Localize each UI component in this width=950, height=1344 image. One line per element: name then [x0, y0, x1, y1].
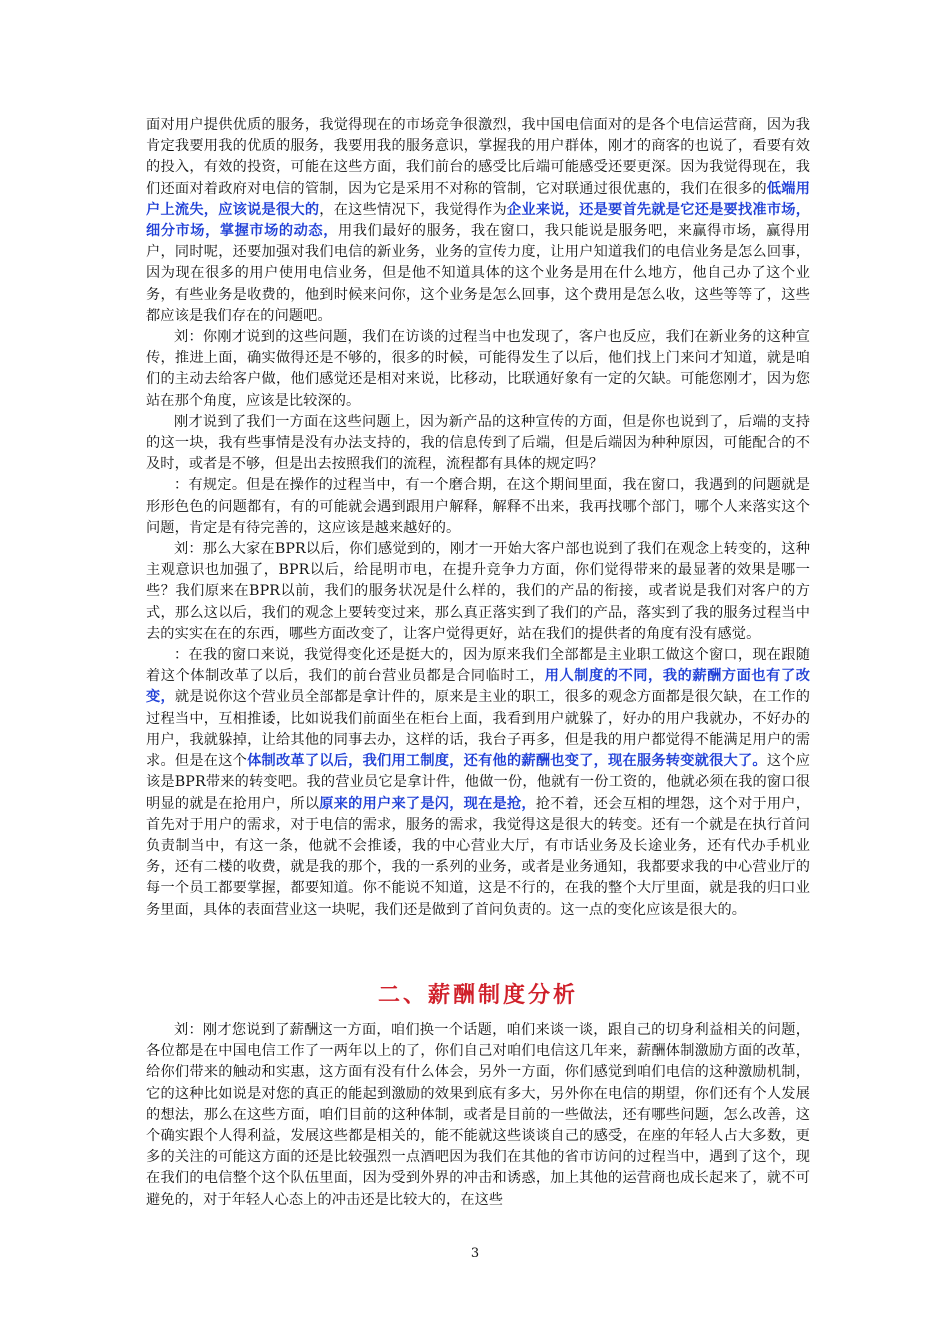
paragraph-p3: [146, 412, 810, 476]
highlighted-text: 低端用户上流失，应该说是很大的: [146, 180, 810, 218]
text-run: ：有规定。但是在操作的过程当中，有一个磨合期，在这个期间里面，我在窗口，我遇到的问题就是形形色色的问题都有，有的可能就会遇到跟用户解释，解释不出来，我再找哪个部门，哪个人来落实这个问题，肯定是有待完善的，这应该是越来越好的。: [146, 477, 810, 536]
text-run: ，在这些情况下，我觉得作为: [319, 201, 507, 218]
text-run: 用我们最好的服务，我在窗口，我只能说是服务吧，来赢得市场，赢得用户，同时呢，还要加强对我们电信的新业务，业务的宣传力度，让用户知道我们的电信业务是怎么回事，因为现在很多的用户使用电信业务，但是他不知道具体的这个业务是用在什么地方，他自己办了这个业务，有些业务是收费的，他到时候来问你，这个业务是怎么回事，这个费用是怎么收，这些等等了，这些都应该是我们存在的问题吧。: [146, 223, 810, 324]
paragraph-p6: [146, 645, 810, 921]
text-run: ：在我的窗口来说，我觉得变化还是挺大的，因为原来我们全部都是主业职工做这个窗口，现在跟随着这个体制改革了以后，我们的前台营业员都是合同临时工，: [146, 647, 810, 685]
highlighted-text: 原来的用户来了是闪，现在是抢，: [319, 795, 536, 812]
highlighted-text: 体制改革了以后，我们用工制度，还有他的薪酬也变了，现在服务转变就很大了。: [247, 753, 767, 770]
paragraph-p5: [146, 539, 810, 645]
text-run: 抢不着，还会互相的埋怨，这个对于用户，首先对于用户的需求，对于电信的需求，服务的需求，我觉得这是很大的转变。还有一个就是在执行首问负责制当中，有这一条，他就不会推诿，我的中心营业大厅，有市话业务及长途业务，还有代办手机业务，还有二楼的收费，就是我的那个，我的一系列的业务，或者是业务通知，我都要求我的中心营业厅的每一个员工都要掌握，都要知道。你不能说不知道，这是不行的，在我的整个大厅里面，就是我的归口业务里面，具体的表面营业这一块呢，我们还是做到了首问负责的。这一点的变化应该是很大的。: [146, 795, 811, 918]
page-number: 3: [470, 1246, 480, 1261]
text-run: 刚才说到了我们一方面在这些问题上，因为新产品的这种宣传的方面，但是你也说到了，后端的支持的这一块，我有些事情是没有办法支持的，我的信息传到了后端，但是后端因为种种原因，可能配合的不及时，或者是不够，但是出去按照我们的流程，流程都有具体的规定吗？: [146, 413, 810, 473]
text-run: 面对用户提供优质的服务，我觉得现在的市场竞争很激烈，我中国电信面对的是各个电信运营商，因为我肯定我要用我的优质的服务，我要用我的服务意识，掌握我的用户群体，刚才的商客的也说了，看要有效的投入，有效的投资，可能在这些方面，我们前台的感受比后端可能感受还要更深。因为我觉得现在，我们还面对着政府对电信的管制，因为它是采用不对称的管制，它对联通过很优惠的，我们在很多的: [146, 117, 810, 197]
paragraph-p4: [146, 475, 810, 539]
text-run: 刘：那么大家在BPR以后，你们感觉到的，刚才一开始大客户部也说到了我们在观念上转变的，这种主观意识也加强了，BPR以后，给昆明市电，在提升竞争力方面，你们觉得带来的最显著的效果是哪一些？我们原来在BPR以前，我们的服务状况是什么样的，我们的产品的衔接，或者说是我们对客户的方式，那么这以后，我们的观念上要转变过来，那么真正落实到了我们的产品，落实到了我的服务过程当中去的实实在在的东西，哪些方面改变了，让客户觉得更好，站在我们的提供者的角度有没有感觉。: [146, 541, 810, 642]
text-run: 刘：刚才您说到了薪酬这一方面，咱们换一个话题，咱们来谈一谈，跟自己的切身利益相关的问题，各位都是在中国电信工作了一两年以上的了，你们自己对咱们电信这几年来，薪酬体制激励方面的改革，给你们带来的触动和实惠，这方面有没有什么体会，另外一方面，你们感觉到咱们电信的这种激励机制，它的这种比如说是对您的真正的能起到激励的效果到底有多大，另外你在电信的期望，你们还有个人发展的想法，那么在这些方面，咱们目前的这种体制，或者是目前的一些做法，还有哪些问题，怎么改善，这个确实跟个人得利益，发展这些都是相关的，能不能就这些谈谈自己的感受，在座的年轻人占大多数，更多的关注的可能这方面的还是比较强烈一点酒吧因为我们在其他的省市访问的过程当中，遇到了这个，现在我们的电信整个这个队伍里面，因为受到外界的冲击和诱惑，加上其他的运营商也成长起来了，就不可避免的，对于年轻人心态上的冲击还是比较大的，在这些: [146, 1022, 810, 1208]
paragraph-p7: [146, 1020, 810, 1211]
body-text-block-2: [146, 1020, 810, 1211]
text-run: 这个应该是BPR带来的转变吧。我的营业员它是拿计件，他做一份，他就有一份工资的，他就必须在我的窗口很明显的就是在抢用户，所以: [146, 753, 811, 812]
highlighted-text: 用人制度的不同，我的薪酬方面也有了改变，: [146, 668, 810, 706]
section-title: 二、薪酬制度分析: [377, 983, 578, 1008]
paragraph-p1: [146, 115, 810, 327]
text-run: 刘：你刚才说到的这些问题，我们在访谈的过程当中也发现了，客户也反应，我们在新业务的这种宣传，推进上面，确实做得还是不够的，很多的时候，可能得发生了以后，他们找上门来问才知道，就是咱们的主动去给客户做，他们感觉还是相对来说，比移动，比联通好象有一定的欠缺。可能您刚才，因为您站在那个角度，应该是比较深的。: [146, 329, 810, 409]
paragraph-p2: [146, 327, 810, 412]
body-text-block-1: [146, 115, 810, 921]
text-run: 就是说你这个营业员全部都是拿计件的，原来是主业的职工，很多的观念方面都是很欠缺，在工作的过程当中，互相推诿，比如说我们前面坐在柜台上面，我看到用户就躲了，好办的用户我就办，不好办的用户，我就躲掉，让给其他的同事去办，这样的话，我台子再多，但是我的用户都觉得不能满足用户的需求。但是在这个: [146, 689, 811, 770]
highlighted-text: 企业来说，还是要首先就是它还是要找准市场，细分市场，掌握市场的动态，: [146, 201, 811, 240]
